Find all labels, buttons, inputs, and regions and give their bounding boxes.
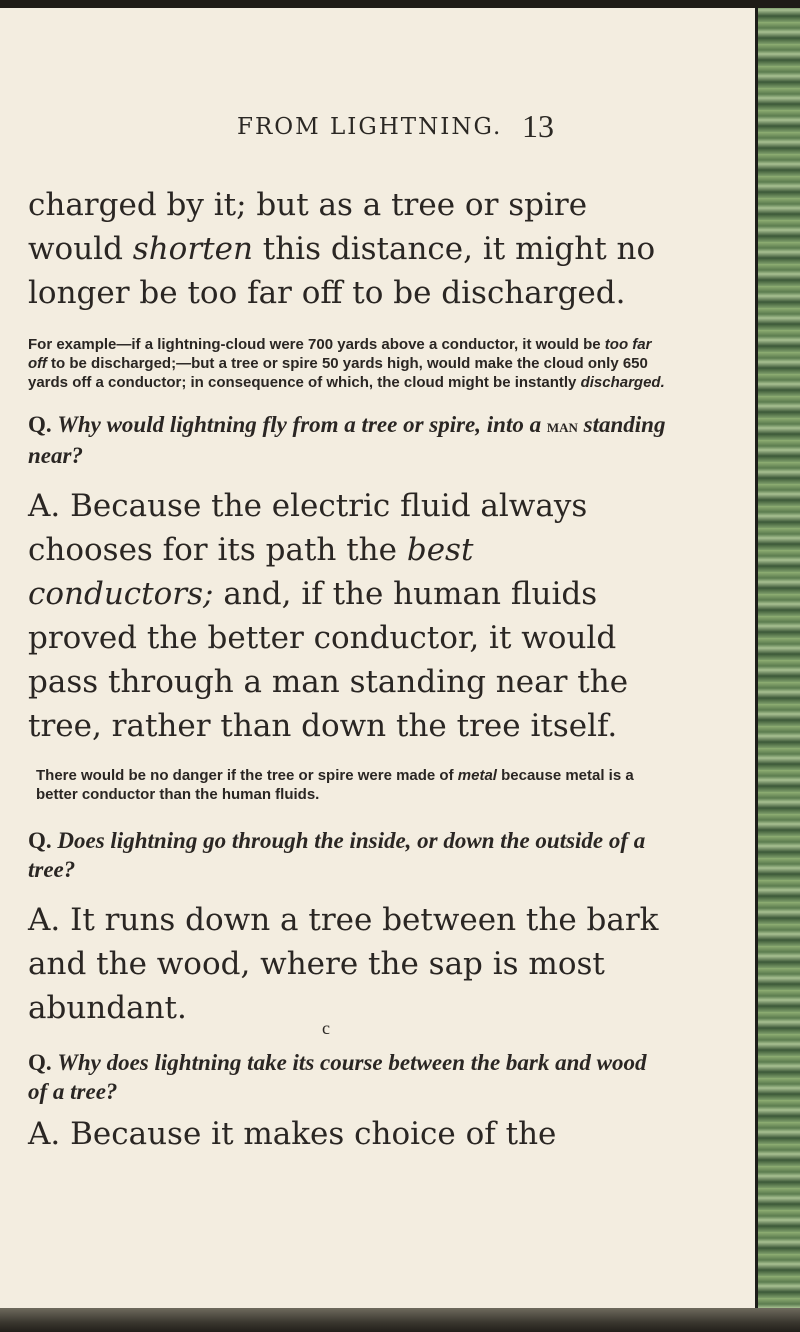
answer-label: A. bbox=[28, 488, 61, 524]
answer-text: and, if the human fluids proved the better conductor, it would pass through a man standing near the tree, rather than down the tree itself. bbox=[28, 576, 629, 744]
answer-text: Because it makes choice of the bbox=[70, 1116, 557, 1152]
running-title: FROM LIGHTNING. bbox=[237, 114, 503, 140]
signature-mark: c bbox=[322, 1018, 330, 1038]
note-text: to be discharged;—but a tree or spire 50 yards high, would make the cloud only 650 yards off a conductor; in consequence of which, the cloud might be instantly bbox=[28, 355, 648, 391]
small-caps-text: man bbox=[546, 416, 578, 436]
answer-3 bbox=[28, 1112, 668, 1156]
question-3 bbox=[28, 1048, 668, 1106]
book-spine bbox=[755, 0, 800, 1332]
question-text: Why does lightning take its course between the bark and wood of a tree? bbox=[28, 1050, 647, 1104]
answer-text: It runs down a tree between the bark and the wood, where the sap is most abundant. bbox=[28, 902, 659, 1026]
answer-1 bbox=[28, 484, 668, 748]
answer-label: A. bbox=[28, 902, 61, 938]
answer-text: Because the electric fluid always chooses for its path the bbox=[28, 488, 588, 568]
emphasis-text: shorten bbox=[132, 231, 253, 267]
question-2 bbox=[28, 826, 668, 884]
note-text: There would be no danger if the tree or spire were made of bbox=[36, 767, 458, 784]
footnote-example bbox=[28, 335, 668, 392]
question-label: Q. bbox=[28, 828, 52, 853]
top-edge bbox=[0, 0, 800, 8]
paragraph-continuation bbox=[28, 183, 668, 315]
emphasis-text: metal bbox=[457, 767, 497, 784]
question-text: Why would lightning fly from a tree or spire, into a bbox=[57, 412, 547, 437]
emphasis-text: best conductors; bbox=[28, 532, 474, 612]
question-label: Q. bbox=[28, 1050, 52, 1075]
page-number: 13 bbox=[522, 108, 554, 144]
text-block bbox=[28, 183, 668, 1156]
question-text: standing near? bbox=[28, 412, 666, 468]
paragraph-text: this distance, it might no longer be too far off to be discharged. bbox=[28, 231, 656, 311]
footnote-metal bbox=[36, 766, 668, 804]
answer-2 bbox=[28, 898, 668, 1030]
emphasis-text: too far off bbox=[28, 336, 652, 372]
running-head bbox=[0, 108, 770, 148]
bottom-edge bbox=[0, 1308, 800, 1332]
question-label: Q. bbox=[28, 412, 52, 437]
question-1 bbox=[28, 410, 668, 470]
emphasis-text: discharged. bbox=[580, 374, 665, 391]
question-text: Does lightning go through the inside, or down the outside of a tree? bbox=[28, 828, 646, 882]
paragraph-text: charged by it; but as a tree or spire would bbox=[28, 187, 588, 267]
answer-label: A. bbox=[28, 1116, 61, 1152]
note-text: For example—if a lightning-cloud were 700 yards above a conductor, it would be bbox=[28, 336, 605, 353]
note-text: because metal is a better conductor than the human fluids. bbox=[36, 767, 634, 803]
